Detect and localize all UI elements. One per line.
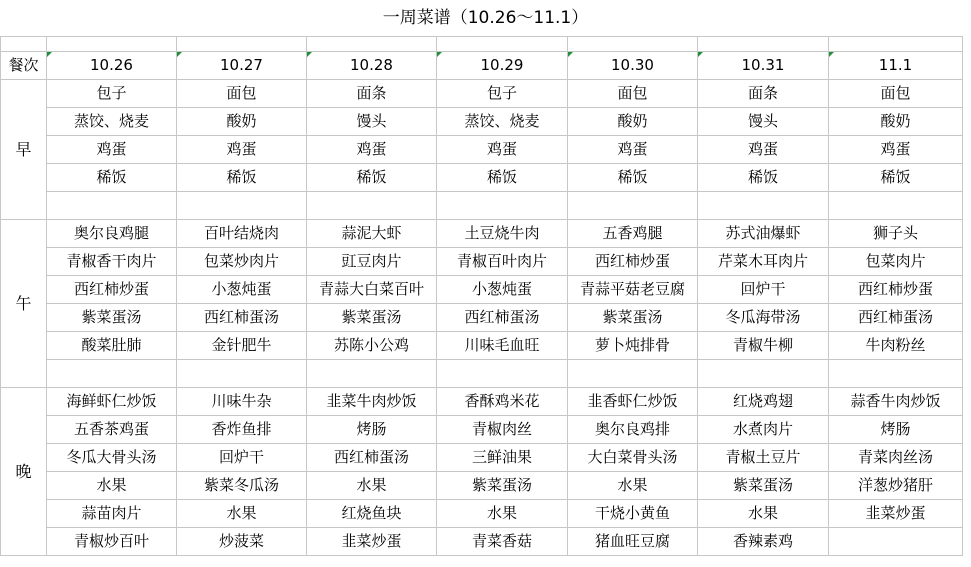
dish-cell[interactable]: 韭菜炒蛋 [307,528,437,556]
meal-label-breakfast[interactable]: 早 [1,80,47,220]
dish-cell[interactable]: 青菜肉丝汤 [829,444,963,472]
dish-cell[interactable]: 苏式油爆虾 [698,220,829,248]
date-header[interactable]: 10.31 [698,52,829,80]
menu-row [1,276,963,304]
dish-cell[interactable]: 稀饭 [307,164,437,192]
dish-cell[interactable]: 水果 [307,472,437,500]
menu-row [1,528,963,556]
empty-cell[interactable] [829,192,963,220]
dish-cell[interactable]: 干烧小黄鱼 [568,500,698,528]
dish-cell[interactable]: 紫菜蛋汤 [307,304,437,332]
dish-cell[interactable]: 稀饭 [698,164,829,192]
cell-marker [307,52,312,57]
dish-cell[interactable]: 五香鸡腿 [568,220,698,248]
spacer-row [1,37,963,52]
dish-cell[interactable]: 西红柿蛋汤 [829,304,963,332]
dish-cell[interactable]: 紫菜蛋汤 [437,472,568,500]
empty-cell[interactable] [437,192,568,220]
dish-cell[interactable]: 酸奶 [177,108,307,136]
dish-cell[interactable]: 芹菜木耳肉片 [698,248,829,276]
dish-cell[interactable]: 大白菜骨头汤 [568,444,698,472]
empty-cell[interactable] [177,360,307,388]
dish-cell[interactable]: 小葱炖蛋 [437,276,568,304]
menu-row [1,80,963,108]
header-row [1,52,963,80]
menu-row [1,164,963,192]
dish-cell[interactable]: 萝卜炖排骨 [568,332,698,360]
dish-cell[interactable]: 馒头 [307,108,437,136]
cell-marker [568,52,573,57]
menu-row [1,500,963,528]
dish-cell[interactable]: 川味牛杂 [177,388,307,416]
cell-marker [437,52,442,57]
empty-cell[interactable] [307,360,437,388]
dish-cell[interactable]: 酸菜肚肺 [47,332,177,360]
menu-row [1,136,963,164]
dish-cell[interactable]: 韭香虾仁炒饭 [568,388,698,416]
dish-cell[interactable]: 稀饭 [829,164,963,192]
menu-row [1,416,963,444]
dish-cell[interactable]: 稀饭 [568,164,698,192]
dish-cell[interactable]: 青椒土豆片 [698,444,829,472]
blank-row [1,192,963,220]
dish-cell[interactable]: 蒸饺、烧麦 [47,108,177,136]
meal-label-dinner[interactable]: 晚 [1,388,47,556]
date-header[interactable]: 10.29 [437,52,568,80]
dish-cell[interactable]: 奥尔良鸡排 [568,416,698,444]
dish-cell[interactable]: 蒸饺、烧麦 [437,108,568,136]
dish-cell[interactable]: 蒜苗肉片 [47,500,177,528]
dish-cell[interactable]: 面包 [177,80,307,108]
dish-cell[interactable]: 水煮肉片 [698,416,829,444]
dish-cell[interactable]: 水果 [47,472,177,500]
dish-cell[interactable]: 紫菜蛋汤 [698,472,829,500]
dish-cell[interactable]: 鸡蛋 [177,136,307,164]
dish-cell[interactable]: 西红柿炒蛋 [568,248,698,276]
dish-cell[interactable]: 面条 [698,80,829,108]
dish-cell[interactable]: 馒头 [698,108,829,136]
menu-row [1,248,963,276]
empty-cell[interactable] [437,360,568,388]
dish-cell[interactable]: 海鲜虾仁炒饭 [47,388,177,416]
dish-cell[interactable]: 包菜炒肉片 [177,248,307,276]
dish-cell[interactable]: 西红柿蛋汤 [177,304,307,332]
dish-cell[interactable]: 青椒香干肉片 [47,248,177,276]
dish-cell[interactable]: 紫菜蛋汤 [568,304,698,332]
empty-cell[interactable] [47,192,177,220]
dish-cell[interactable]: 水果 [698,500,829,528]
dish-cell[interactable]: 烤肠 [829,416,963,444]
dish-cell[interactable]: 川味毛血旺 [437,332,568,360]
dish-cell[interactable]: 土豆烧牛肉 [437,220,568,248]
menu-row [1,304,963,332]
dish-cell[interactable]: 冬瓜大骨头汤 [47,444,177,472]
dish-cell[interactable]: 韭菜牛肉炒饭 [307,388,437,416]
dish-cell[interactable]: 西红柿炒蛋 [829,276,963,304]
dish-cell[interactable]: 蒜香牛肉炒饭 [829,388,963,416]
dish-cell[interactable]: 面条 [307,80,437,108]
meal-label-lunch[interactable]: 午 [1,220,47,388]
dish-cell[interactable]: 奥尔良鸡腿 [47,220,177,248]
empty-cell[interactable] [177,192,307,220]
dish-cell[interactable]: 青椒牛柳 [698,332,829,360]
empty-cell[interactable] [568,360,698,388]
dish-cell[interactable]: 猪血旺豆腐 [568,528,698,556]
dish-cell[interactable]: 鸡蛋 [307,136,437,164]
dish-cell[interactable]: 鸡蛋 [437,136,568,164]
dish-cell[interactable]: 红烧鱼块 [307,500,437,528]
dish-cell[interactable]: 苏陈小公鸡 [307,332,437,360]
dish-cell[interactable]: 酸奶 [568,108,698,136]
dish-cell[interactable]: 金针肥牛 [177,332,307,360]
menu-row [1,220,963,248]
blank-row [1,360,963,388]
menu-row [1,108,963,136]
dish-cell[interactable]: 鸡蛋 [698,136,829,164]
dish-cell[interactable]: 青菜香菇 [437,528,568,556]
empty-cell[interactable] [47,360,177,388]
dish-cell[interactable]: 小葱炖蛋 [177,276,307,304]
dish-cell[interactable]: 面包 [568,80,698,108]
dish-cell[interactable]: 五香茶鸡蛋 [47,416,177,444]
dish-cell[interactable]: 西红柿炒蛋 [47,276,177,304]
dish-cell[interactable]: 蒜泥大虾 [307,220,437,248]
dish-cell[interactable]: 烤肠 [307,416,437,444]
dish-cell[interactable]: 红烧鸡翅 [698,388,829,416]
dish-cell[interactable]: 回炉干 [177,444,307,472]
dish-cell[interactable]: 稀饭 [177,164,307,192]
dish-cell[interactable]: 香酥鸡米花 [437,388,568,416]
dish-cell[interactable]: 水果 [177,500,307,528]
date-header[interactable]: 10.30 [568,52,698,80]
dish-cell[interactable]: 青椒肉丝 [437,416,568,444]
empty-cell[interactable] [698,360,829,388]
cell-marker [698,52,703,57]
date-header[interactable]: 10.26 [47,52,177,80]
dish-cell[interactable]: 紫菜蛋汤 [47,304,177,332]
cell-marker [177,52,182,57]
menu-table-body [1,37,963,556]
dish-cell[interactable]: 稀饭 [437,164,568,192]
dish-cell[interactable] [829,528,963,556]
dish-cell[interactable]: 冬瓜海带汤 [698,304,829,332]
menu-row [1,472,963,500]
dish-cell[interactable]: 三鲜油果 [437,444,568,472]
menu-row [1,388,963,416]
cell-marker [47,52,52,57]
dish-cell[interactable]: 酸奶 [829,108,963,136]
dish-cell[interactable]: 西红柿蛋汤 [437,304,568,332]
dish-cell[interactable]: 紫菜冬瓜汤 [177,472,307,500]
dish-cell[interactable]: 面包 [829,80,963,108]
dish-cell[interactable]: 回炉干 [698,276,829,304]
dish-cell[interactable]: 包子 [437,80,568,108]
empty-cell[interactable] [698,192,829,220]
dish-cell[interactable]: 西红柿蛋汤 [307,444,437,472]
dish-cell[interactable]: 包子 [47,80,177,108]
menu-table [0,36,963,556]
dish-cell[interactable]: 青椒炒百叶 [47,528,177,556]
page-title: 一周菜谱（10.26～11.1） [382,8,589,28]
dish-cell[interactable]: 水果 [437,500,568,528]
dish-cell[interactable]: 豇豆肉片 [307,248,437,276]
date-header[interactable]: 11.1 [829,52,963,80]
date-header[interactable]: 10.27 [177,52,307,80]
dish-cell[interactable]: 青蒜平菇老豆腐 [568,276,698,304]
dish-cell[interactable]: 水果 [568,472,698,500]
empty-cell[interactable] [307,192,437,220]
dish-cell[interactable]: 炒菠菜 [177,528,307,556]
empty-cell[interactable] [568,192,698,220]
dish-cell[interactable]: 香炸鱼排 [177,416,307,444]
dish-cell[interactable]: 百叶结烧肉 [177,220,307,248]
dish-cell[interactable]: 洋葱炒猪肝 [829,472,963,500]
date-header[interactable]: 10.28 [307,52,437,80]
dish-cell[interactable]: 狮子头 [829,220,963,248]
dish-cell[interactable]: 鸡蛋 [47,136,177,164]
dish-cell[interactable]: 青椒百叶肉片 [437,248,568,276]
dish-cell[interactable]: 包菜肉片 [829,248,963,276]
dish-cell[interactable]: 香辣素鸡 [698,528,829,556]
menu-row [1,332,963,360]
meal-column-header[interactable]: 餐次 [1,52,47,80]
dish-cell[interactable]: 牛肉粉丝 [829,332,963,360]
dish-cell[interactable]: 鸡蛋 [568,136,698,164]
dish-cell[interactable]: 鸡蛋 [829,136,963,164]
menu-row [1,444,963,472]
cell-marker [829,52,834,57]
dish-cell[interactable]: 青蒜大白菜百叶 [307,276,437,304]
dish-cell[interactable]: 稀饭 [47,164,177,192]
empty-cell[interactable] [829,360,963,388]
dish-cell[interactable]: 韭菜炒蛋 [829,500,963,528]
